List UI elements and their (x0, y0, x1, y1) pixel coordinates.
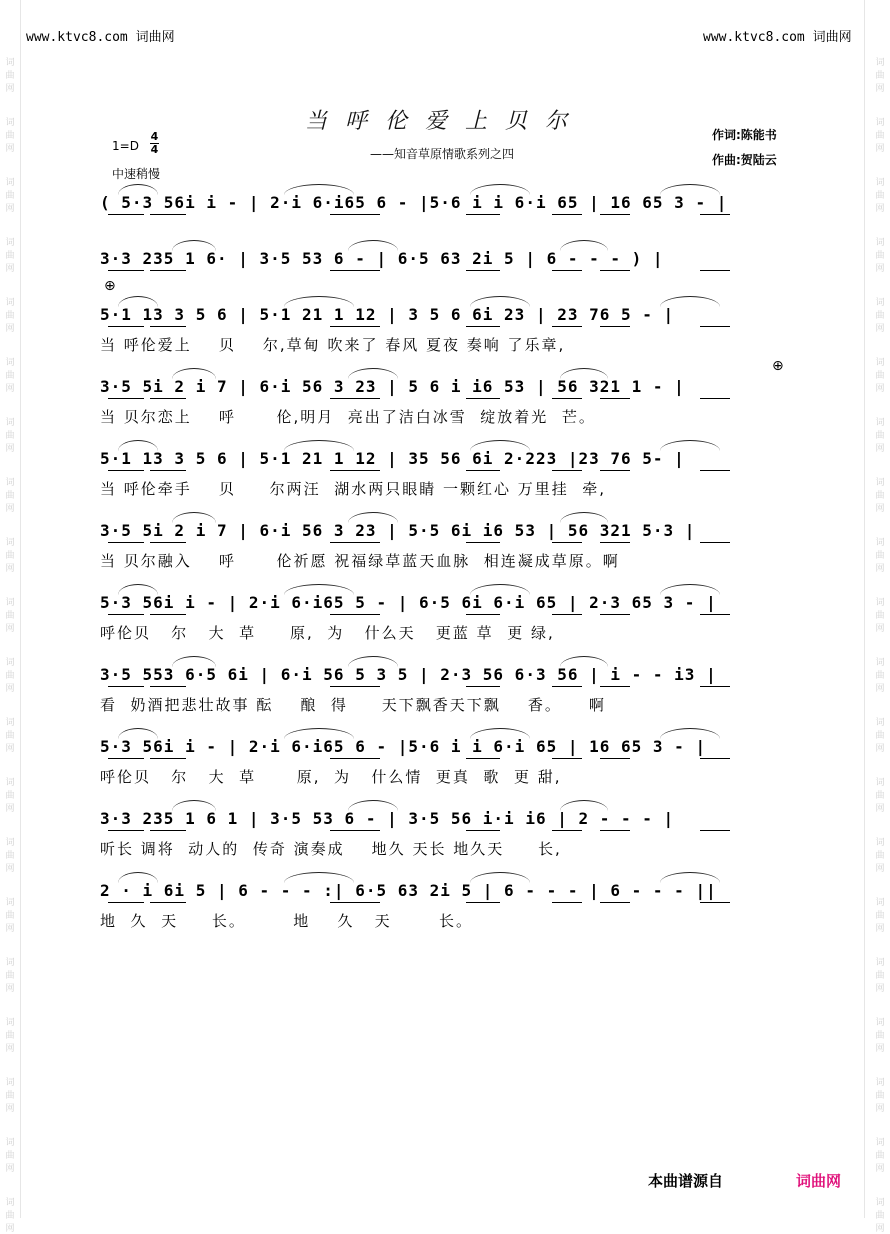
watermark-char: 词 (875, 1018, 885, 1028)
beam-underline (552, 470, 582, 471)
watermark-char: 词 (5, 598, 15, 608)
slur-mark (118, 296, 158, 307)
watermark-char: 曲 (875, 671, 885, 681)
beam-underline (466, 686, 500, 687)
watermark-char: 曲 (875, 1091, 885, 1101)
watermark-char: 曲 (5, 131, 15, 141)
watermark-char: 词 (5, 718, 15, 728)
slur-mark (660, 296, 720, 307)
watermark-char: 曲 (5, 71, 15, 81)
watermark-char: 词 (5, 1138, 15, 1148)
slur-mark (660, 584, 720, 595)
beam-underline (466, 398, 500, 399)
beam-underline (108, 542, 144, 543)
slur-mark (172, 368, 216, 379)
slur-mark (172, 240, 216, 251)
watermark-char: 曲 (875, 431, 885, 441)
watermark-char: 网 (875, 924, 885, 934)
watermark-char: 网 (5, 324, 15, 334)
watermark-char: 曲 (875, 131, 885, 141)
key-signature: 1=D (112, 139, 139, 153)
beam-underline (700, 614, 730, 615)
slur-mark (470, 872, 530, 883)
watermark-char: 词 (875, 298, 885, 308)
music-row-4: 3·5 5i 2 i 7 | 6·i 56 3 23 | 5 6 i i6 53 | 56 321 1 - | (100, 377, 685, 396)
coda-mark-start: ⊕ (104, 278, 116, 294)
lyric-row-6: 当 贝尔融入 呼 伦祈愿 祝福绿草蓝天血脉 相连凝成草原。啊 (100, 552, 620, 570)
watermark-char: 曲 (5, 1031, 15, 1041)
beam-underline (552, 686, 582, 687)
slur-mark (284, 728, 354, 739)
beam-underline (700, 830, 730, 831)
left-watermark-column (3, 0, 17, 1234)
meter-bottom: 4 (150, 143, 159, 156)
watermark-char: 词 (875, 658, 885, 668)
watermark-char: 词 (5, 1078, 15, 1088)
lyric-row-3: 当 呼伦爱上 贝 尔,草甸 吹来了 春风 夏夜 奏响 了乐章, (100, 336, 566, 354)
beam-underline (150, 902, 186, 903)
beam-underline (466, 270, 500, 271)
watermark-char: 曲 (5, 1091, 15, 1101)
watermark-char: 词 (5, 838, 15, 848)
beam-underline (150, 270, 186, 271)
music-row-1: ( 5·3 56i i - | 2·i 6·i65 6 - |5·6 i i 6·i 65 | 16 65 3 - | (100, 193, 728, 212)
slur-mark (284, 872, 354, 883)
watermark-char: 网 (5, 684, 15, 694)
watermark-char: 网 (5, 804, 15, 814)
watermark-char: 曲 (5, 671, 15, 681)
beam-underline (330, 470, 380, 471)
watermark-char: 曲 (875, 551, 885, 561)
watermark-char: 网 (875, 144, 885, 154)
watermark-char: 网 (875, 444, 885, 454)
watermark-char: 词 (875, 1198, 885, 1208)
watermark-char: 词 (875, 118, 885, 128)
music-row-6: 3·5 5i 2 i 7 | 6·i 56 3 23 | 5·5 6i i6 53 | 56 321 5·3 | (100, 521, 696, 540)
beam-underline (108, 470, 144, 471)
watermark-char: 词 (875, 418, 885, 428)
watermark-char: 曲 (875, 971, 885, 981)
watermark-char: 网 (875, 264, 885, 274)
music-row-3: 5·1 13 3 5 6 | 5·1 21 1 12 | 3 5 6 6i 23 | 23 76 5 - | (100, 305, 675, 324)
slur-mark (470, 296, 530, 307)
beam-underline (600, 614, 630, 615)
slur-mark (348, 800, 398, 811)
song-subtitle: ——知音草原情歌系列之四 (370, 147, 515, 161)
music-row-2: 3·3 235 1 6· | 3·5 53 6 - | 6·5 63 2i 5 | 6 - - - ) | (100, 249, 664, 268)
footer-source-label: 本曲谱源自 (648, 1172, 724, 1190)
beam-underline (108, 614, 144, 615)
beam-underline (600, 902, 630, 903)
watermark-char: 网 (5, 264, 15, 274)
watermark-char: 曲 (875, 1031, 885, 1041)
watermark-char: 曲 (875, 1151, 885, 1161)
watermark-char: 词 (875, 778, 885, 788)
slur-mark (284, 296, 354, 307)
watermark-char: 曲 (875, 191, 885, 201)
watermark-char: 词 (875, 178, 885, 188)
watermark-char: 词 (875, 958, 885, 968)
beam-underline (150, 686, 186, 687)
beam-underline (600, 542, 630, 543)
beam-underline (700, 214, 730, 215)
watermark-char: 曲 (5, 251, 15, 261)
watermark-char: 网 (5, 1164, 15, 1174)
watermark-char: 网 (5, 744, 15, 754)
watermark-char: 曲 (875, 911, 885, 921)
beam-underline (600, 758, 630, 759)
watermark-char: 词 (875, 58, 885, 68)
watermark-char: 网 (5, 204, 15, 214)
watermark-char: 词 (5, 538, 15, 548)
beam-underline (108, 902, 144, 903)
beam-underline (150, 614, 186, 615)
beam-underline (150, 326, 186, 327)
watermark-char: 曲 (875, 791, 885, 801)
watermark-char: 曲 (5, 311, 15, 321)
composer-credit: 作曲:贺陆云 (712, 153, 777, 167)
beam-underline (700, 326, 730, 327)
music-row-11: 2 · i 6i 5 | 6 - - - :| 6·5 63 2i 5 | 6 - - - | 6 - - - || (100, 881, 717, 900)
beam-underline (466, 830, 500, 831)
lyric-row-4: 当 贝尔恋上 呼 伦,明月 亮出了洁白冰雪 绽放着光 芒。 (100, 408, 596, 426)
slur-mark (560, 368, 608, 379)
watermark-char: 曲 (5, 971, 15, 981)
watermark-char: 曲 (5, 371, 15, 381)
beam-underline (700, 470, 730, 471)
slur-mark (470, 584, 530, 595)
time-signature (150, 131, 159, 156)
beam-underline (600, 326, 630, 327)
watermark-char: 网 (875, 84, 885, 94)
watermark-char: 网 (875, 624, 885, 634)
beam-underline (466, 326, 500, 327)
watermark-char: 网 (5, 504, 15, 514)
watermark-char: 曲 (5, 191, 15, 201)
slur-mark (118, 872, 158, 883)
watermark-char: 网 (875, 564, 885, 574)
beam-underline (108, 830, 144, 831)
slur-mark (470, 440, 530, 451)
beam-underline (700, 398, 730, 399)
beam-underline (466, 470, 500, 471)
lyric-row-5: 当 呼伦牵手 贝 尔两汪 湖水两只眼睛 一颗红心 万里挂 牵, (100, 480, 607, 498)
meter-top: 4 (150, 130, 159, 143)
watermark-char: 曲 (875, 731, 885, 741)
beam-underline (330, 398, 380, 399)
watermark-char: 词 (875, 1138, 885, 1148)
watermark-char: 网 (5, 444, 15, 454)
slur-mark (118, 728, 158, 739)
watermark-char: 网 (875, 804, 885, 814)
watermark-char: 网 (5, 1104, 15, 1114)
music-row-10: 3·3 235 1 6 1 | 3·5 53 6 - | 3·5 56 i·i i6 | 2 - - - | (100, 809, 675, 828)
beam-underline (150, 470, 186, 471)
watermark-char: 词 (5, 238, 15, 248)
music-row-9: 5·3 56i i - | 2·i 6·i65 6 - |5·6 i i 6·i 65 | 16 65 3 - | (100, 737, 707, 756)
beam-underline (108, 326, 144, 327)
watermark-char: 曲 (875, 71, 885, 81)
beam-underline (108, 398, 144, 399)
watermark-char: 词 (5, 898, 15, 908)
beam-underline (700, 902, 730, 903)
watermark-char: 网 (5, 924, 15, 934)
watermark-char: 词 (5, 478, 15, 488)
beam-underline (330, 686, 380, 687)
beam-underline (108, 758, 144, 759)
beam-underline (150, 398, 186, 399)
beam-underline (330, 214, 380, 215)
beam-underline (600, 830, 630, 831)
slur-mark (172, 656, 216, 667)
watermark-char: 曲 (875, 491, 885, 501)
watermark-char: 词 (875, 538, 885, 548)
beam-underline (330, 270, 380, 271)
beam-underline (108, 270, 144, 271)
watermark-char: 网 (5, 1044, 15, 1054)
slur-mark (284, 584, 354, 595)
watermark-char: 曲 (875, 311, 885, 321)
lyric-row-8: 看 奶酒把悲壮故事 酝 酿 得 天下飘香天下飘 香。 啊 (100, 696, 606, 714)
watermark-char: 词 (875, 358, 885, 368)
tempo-marking: 中速稍慢 (112, 167, 161, 181)
slur-mark (348, 512, 398, 523)
slur-mark (660, 728, 720, 739)
watermark-char: 网 (875, 864, 885, 874)
watermark-char: 网 (5, 384, 15, 394)
slur-mark (560, 240, 608, 251)
watermark-char: 网 (5, 984, 15, 994)
header-right-url: www.ktvc8.com 词曲网 (703, 30, 852, 45)
beam-underline (150, 830, 186, 831)
watermark-char: 网 (5, 1224, 15, 1234)
watermark-char: 词 (5, 358, 15, 368)
watermark-char: 词 (5, 118, 15, 128)
slur-mark (470, 728, 530, 739)
watermark-char: 网 (875, 1044, 885, 1054)
slur-mark (284, 184, 354, 195)
slur-mark (348, 368, 398, 379)
lyric-row-7: 呼伦贝 尔 大 草 原, 为 什么天 更蓝 草 更 绿, (100, 624, 555, 642)
watermark-char: 词 (875, 718, 885, 728)
watermark-char: 词 (5, 1198, 15, 1208)
watermark-char: 曲 (5, 431, 15, 441)
watermark-char: 词 (5, 418, 15, 428)
lyric-row-11: 地 久 天 长。 地 久 天 长。 (100, 912, 474, 930)
beam-underline (150, 542, 186, 543)
lyric-row-10: 听长 调将 动人的 传奇 演奏成 地久 天长 地久天 长, (100, 840, 562, 858)
beam-underline (700, 270, 730, 271)
beam-underline (552, 758, 582, 759)
watermark-char: 曲 (5, 851, 15, 861)
beam-underline (150, 758, 186, 759)
beam-underline (466, 614, 500, 615)
slur-mark (660, 184, 720, 195)
watermark-char: 网 (875, 504, 885, 514)
watermark-char: 词 (5, 1018, 15, 1028)
beam-underline (108, 214, 144, 215)
beam-underline (600, 398, 630, 399)
music-row-7: 5·3 56i i - | 2·i 6·i65 5 - | 6·5 6i 6·i 65 | 2·3 65 3 - | (100, 593, 717, 612)
beam-underline (552, 398, 582, 399)
watermark-char: 网 (875, 324, 885, 334)
beam-underline (552, 614, 582, 615)
beam-underline (700, 758, 730, 759)
slur-mark (118, 440, 158, 451)
watermark-char: 网 (875, 204, 885, 214)
beam-underline (552, 902, 582, 903)
watermark-char: 词 (5, 58, 15, 68)
beam-underline (330, 830, 380, 831)
watermark-char: 曲 (5, 611, 15, 621)
watermark-char: 网 (5, 624, 15, 634)
beam-underline (552, 542, 582, 543)
slur-mark (118, 184, 158, 195)
beam-underline (600, 214, 630, 215)
lyricist-credit: 作词:陈能书 (712, 128, 777, 142)
header-left-url: www.ktvc8.com 词曲网 (26, 30, 175, 45)
beam-underline (600, 270, 630, 271)
beam-underline (330, 614, 380, 615)
beam-underline (552, 270, 582, 271)
music-row-5: 5·1 13 3 5 6 | 5·1 21 1 12 | 35 56 6i 2·223 |23 76 5- | (100, 449, 685, 468)
beam-underline (552, 214, 582, 215)
beam-underline (700, 542, 730, 543)
beam-underline (150, 214, 186, 215)
watermark-char: 词 (5, 298, 15, 308)
watermark-char: 曲 (875, 851, 885, 861)
slur-mark (660, 872, 720, 883)
beam-underline (330, 902, 380, 903)
watermark-char: 网 (875, 744, 885, 754)
beam-underline (466, 542, 500, 543)
watermark-char: 网 (5, 84, 15, 94)
watermark-char: 曲 (5, 1211, 15, 1221)
watermark-char: 网 (5, 144, 15, 154)
beam-underline (700, 686, 730, 687)
watermark-char: 词 (5, 658, 15, 668)
slur-mark (118, 584, 158, 595)
watermark-char: 曲 (5, 491, 15, 501)
slur-mark (560, 512, 608, 523)
slur-mark (348, 240, 398, 251)
watermark-char: 网 (875, 1104, 885, 1114)
watermark-char: 词 (875, 598, 885, 608)
beam-underline (466, 758, 500, 759)
watermark-char: 曲 (875, 371, 885, 381)
beam-underline (330, 326, 380, 327)
slur-mark (172, 512, 216, 523)
watermark-char: 网 (5, 564, 15, 574)
watermark-char: 曲 (5, 551, 15, 561)
beam-underline (466, 902, 500, 903)
right-margin-line (864, 0, 865, 1218)
watermark-char: 曲 (5, 1151, 15, 1161)
watermark-char: 词 (875, 478, 885, 488)
slur-mark (284, 440, 354, 451)
coda-mark-end: ⊕ (772, 358, 784, 374)
watermark-char: 曲 (875, 1211, 885, 1221)
watermark-char: 曲 (875, 251, 885, 261)
beam-underline (108, 686, 144, 687)
watermark-char: 词 (5, 178, 15, 188)
watermark-char: 网 (875, 684, 885, 694)
beam-underline (330, 542, 380, 543)
footer-source-site: 词曲网 (796, 1172, 842, 1190)
watermark-char: 网 (875, 1224, 885, 1234)
beam-underline (330, 758, 380, 759)
beam-underline (552, 326, 582, 327)
watermark-char: 词 (875, 838, 885, 848)
watermark-char: 曲 (5, 911, 15, 921)
slur-mark (348, 656, 398, 667)
beam-underline (600, 686, 630, 687)
watermark-char: 网 (5, 864, 15, 874)
right-watermark-column (873, 0, 887, 1234)
beam-underline (600, 470, 630, 471)
slur-mark (560, 656, 608, 667)
watermark-char: 网 (875, 984, 885, 994)
music-row-8: 3·5 553 6·5 6i | 6·i 56 5 3 5 | 2·3 56 6·3 56 | i - - i3 | (100, 665, 717, 684)
slur-mark (660, 440, 720, 451)
watermark-char: 词 (5, 958, 15, 968)
watermark-char: 曲 (5, 731, 15, 741)
beam-underline (552, 830, 582, 831)
watermark-char: 词 (875, 1078, 885, 1088)
beam-underline (466, 214, 500, 215)
left-margin-line (20, 0, 21, 1218)
watermark-char: 词 (875, 898, 885, 908)
watermark-char: 网 (875, 1164, 885, 1174)
slur-mark (172, 800, 216, 811)
watermark-char: 网 (875, 384, 885, 394)
lyric-row-9: 呼伦贝 尔 大 草 原, 为 什么情 更真 歌 更 甜, (100, 768, 562, 786)
watermark-char: 曲 (5, 791, 15, 801)
slur-mark (560, 800, 608, 811)
watermark-char: 曲 (875, 611, 885, 621)
slur-mark (470, 184, 530, 195)
watermark-char: 词 (5, 778, 15, 788)
watermark-char: 词 (875, 238, 885, 248)
song-title: 当呼伦爱上贝尔 (304, 109, 585, 134)
